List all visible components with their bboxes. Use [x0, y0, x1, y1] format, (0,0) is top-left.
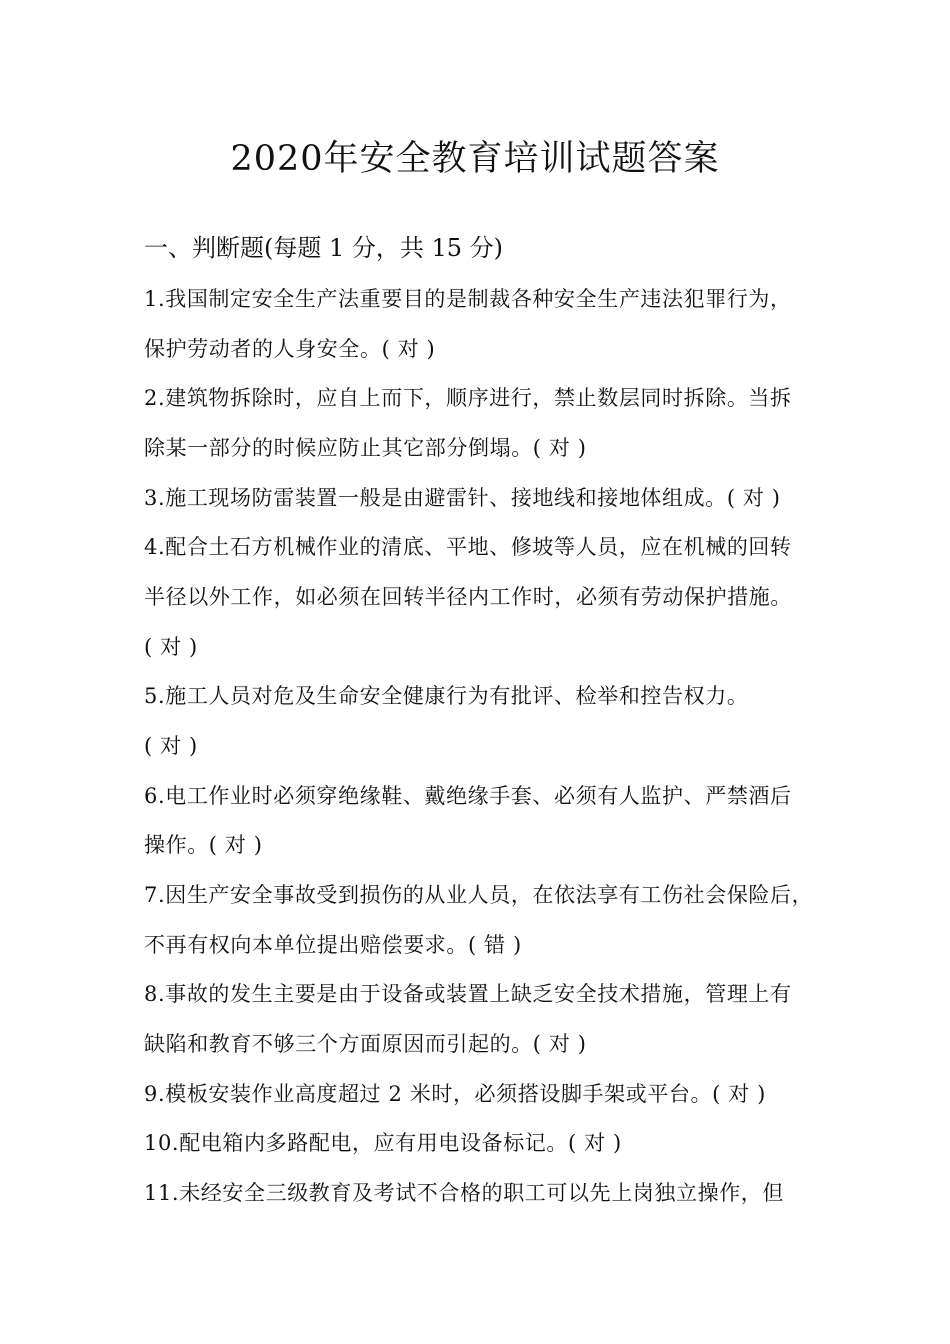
question-line-3: 2.建筑物拆除时，应自上而下，顺序进行，禁止数层同时拆除。当拆: [144, 386, 792, 410]
question-line-13: 7.因生产安全事故受到损伤的从业人员，在依法享有工伤社会保险后，: [144, 883, 814, 907]
question-line-1: 1.我国制定安全生产法重要目的是制裁各种安全生产违法犯罪行为，: [144, 287, 792, 311]
question-line-15: 8.事故的发生主要是由于设备或装置上缺乏安全技术措施，管理上有: [144, 982, 792, 1006]
question-line-18: 10.配电箱内多路配电，应有用电设备标记。( 对 ): [144, 1131, 622, 1155]
question-line-7: 半径以外工作，如必须在回转半径内工作时，必须有劳动保护措施。: [144, 585, 792, 609]
question-line-2: 保护劳动者的人身安全。( 对 ): [144, 337, 436, 361]
document-title: 2020年安全教育培训试题答案: [230, 139, 720, 179]
question-line-11: 6.电工作业时必须穿绝缘鞋、戴绝缘手套、必须有人监护、严禁酒后: [144, 784, 792, 808]
question-line-14: 不再有权向本单位提出赔偿要求。( 错 ): [144, 933, 522, 957]
question-line-12: 操作。( 对 ): [144, 833, 263, 857]
question-line-5: 3.施工现场防雷装置一般是由避雷针、接地线和接地体组成。( 对 ): [144, 486, 781, 510]
question-line-9: 5.施工人员对危及生命安全健康行为有批评、检举和控告权力。: [144, 684, 749, 708]
question-line-17: 9.模板安装作业高度超过 2 米时，必须搭设脚手架或平台。( 对 ): [144, 1082, 766, 1106]
question-line-10: ( 对 ): [144, 734, 198, 758]
question-line-8: ( 对 ): [144, 635, 198, 659]
question-line-16: 缺陷和教育不够三个方面原因而引起的。( 对 ): [144, 1032, 587, 1056]
question-line-6: 4.配合土石方机械作业的清底、平地、修坡等人员，应在机械的回转: [144, 535, 792, 559]
section-heading-true-false: 一、判断题(每题 1 分，共 15 分): [144, 234, 504, 262]
question-line-4: 除某一部分的时候应防止其它部分倒塌。( 对 ): [144, 436, 587, 460]
question-line-19: 11.未经安全三级教育及考试不合格的职工可以先上岗独立操作，但: [144, 1181, 784, 1205]
